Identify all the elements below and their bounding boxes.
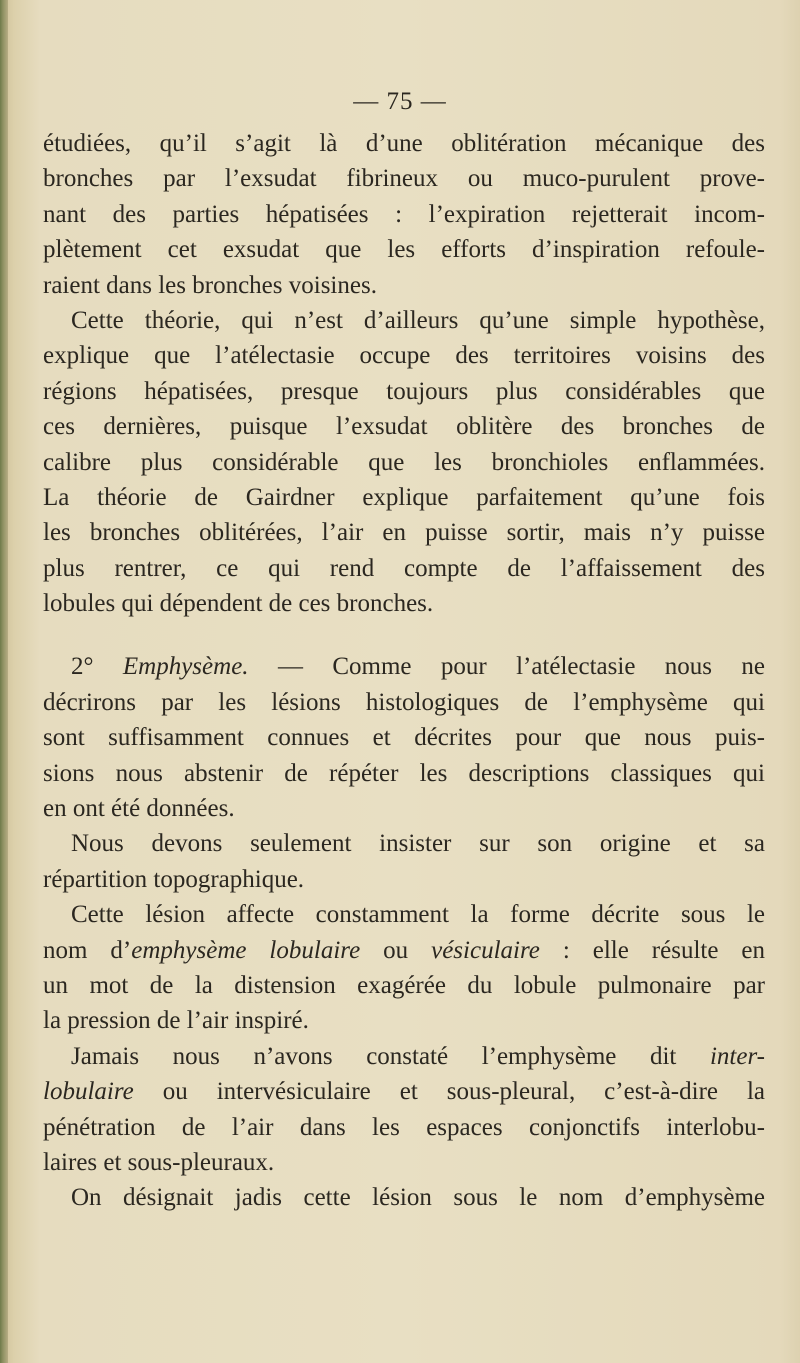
text-line-mixed [43,933,765,968]
text-line: Cette théorie, qui n’est d’ailleurs qu’une simple hypothèse, [71,306,765,334]
binding-edge [0,0,8,1363]
page-number: — 75 — [353,88,447,115]
text-line: ces dernières, puisque l’exsudat oblitère des bronches de [43,413,765,441]
text-line: plètement cet exsudat que les efforts d’inspiration refoule- [43,236,765,264]
section-heading-line [43,649,765,684]
text-line: répartition topographique. [43,865,305,893]
text-line: nant des parties hépatisées : l’expiration rejetterait incom- [43,200,765,228]
italic-term: vésiculaire [431,936,540,964]
text-fragment: — Comme pour l’atélectasie nous ne [277,653,766,681]
section-number: 2° [71,653,94,681]
text-line: plus rentrer, ce qui rend compte de l’affaissement des [43,554,765,582]
text-line: la pression de l’air inspiré. [43,1007,309,1035]
paragraph-3 [43,649,765,826]
text-line: lobules qui dépendent de ces bronches. [43,590,434,618]
paragraph-4 [43,826,765,897]
text-line: en ont été données. [43,795,235,823]
text-line: un mot de la distension exagérée du lobule pulmonaire par [43,971,765,999]
paragraph-2 [43,303,765,622]
text-line: les bronches oblitérées, l’air en puisse sortir, mais n’y puisse [43,519,765,547]
text-line: pénétration de l’air dans les espaces conjonctifs interlobu- [43,1113,765,1141]
text-line: explique que l’atélectasie occupe des territoires voisins des [43,342,765,370]
text-line: laires et sous-pleuraux. [43,1148,275,1176]
text-line-mixed [43,1039,765,1074]
paragraph-5 [43,897,765,1039]
text-line: bronches par l’exsudat fibrineux ou muco-purulent prove- [43,165,765,193]
text-line: sions nous abstenir de répéter les descriptions classiques qui [43,759,765,787]
paragraph-7 [43,1180,765,1215]
section-title: Emphysème. [122,653,249,681]
text-line: décrirons par les lésions histologiques de l’emphysème qui [43,688,765,716]
text-line-mixed [43,1074,765,1109]
text-line: La théorie de Gairdner explique parfaitement qu’une fois [43,483,765,511]
text-line: régions hépatisées, presque toujours plus considérables que [43,377,765,405]
paragraph-1 [43,126,765,303]
section-gap [43,621,765,649]
paragraph-6 [43,1039,765,1181]
italic-term: lobulaire [43,1078,134,1106]
text-line: raient dans les bronches voisines. [43,271,377,299]
italic-term: emphysème lobulaire [131,936,361,964]
text-line: étudiées, qu’il s’agit là d’une oblitération mécanique des [43,130,765,157]
text-fragment: ou [360,936,432,964]
text-fragment: : elle résulte en [539,936,765,964]
text-line: sont suffisamment connues et décrites pour que nous puis- [43,724,765,752]
italic-term: inter- [709,1042,765,1070]
text-line: On désignait jadis cette lésion sous le nom d’emphysème [71,1184,765,1212]
text-fragment: Jamais nous n’avons constaté l’emphysème dit [71,1042,710,1070]
text-line: calibre plus considérable que les bronchioles enflammées. [43,448,765,476]
text-fragment: ou intervésiculaire et sous-pleural, c’est-à-dire la [133,1078,765,1106]
body-text [43,126,765,1216]
text-fragment: nom d’ [43,936,132,964]
text-line: Cette lésion affecte constamment la forme décrite sous le [71,901,765,929]
text-line: Nous devons seulement insister sur son origine et sa [71,830,765,858]
